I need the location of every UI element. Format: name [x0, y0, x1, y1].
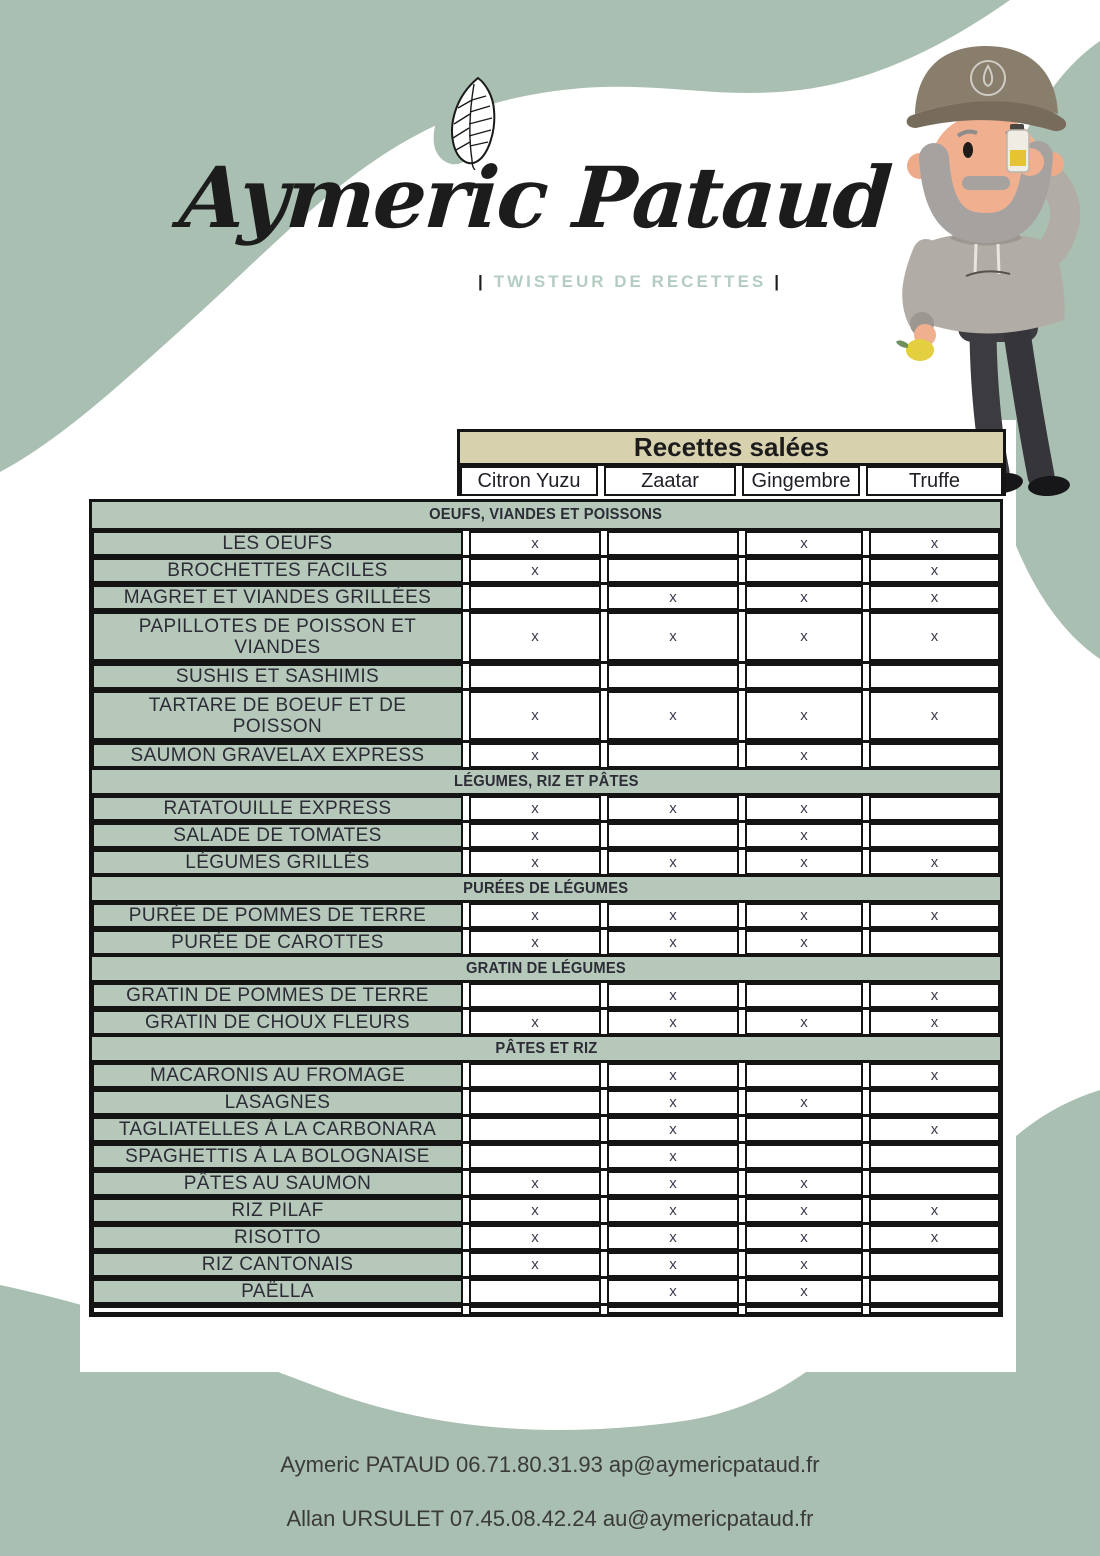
mark-cell: x: [469, 1225, 601, 1250]
mark-cell: [469, 664, 601, 689]
mark-cell: x: [745, 531, 863, 556]
empty-cell: [745, 1306, 863, 1314]
mark-cell: x: [745, 930, 863, 955]
mark-cell: x: [469, 1171, 601, 1196]
contact-line-2: Allan URSULET 07.45.08.42.24 au@aymericpataud.fr: [286, 1506, 814, 1531]
section-title: GRATIN DE LÉGUMES: [92, 957, 1000, 980]
recipe-row: [92, 927, 1000, 954]
recipe-row: [92, 820, 1000, 847]
mark-cell: [869, 1252, 1000, 1277]
mark-cell: [869, 1090, 1000, 1115]
recipe-row: [92, 1141, 1000, 1168]
recipe-label: LASAGNES: [92, 1090, 463, 1115]
mark-cell: x: [869, 1063, 1000, 1088]
brand-tagline-text: TWISTEUR DE RECETTES: [493, 272, 767, 291]
mark-cell: x: [607, 1144, 739, 1169]
recipe-row: [92, 688, 1000, 740]
tagline-separator-left: |: [477, 272, 486, 291]
recipe-row: [92, 980, 1000, 1007]
column-header-zaatar: Zaatar: [604, 466, 736, 496]
mark-cell: x: [607, 1225, 739, 1250]
mascot-illustration: [880, 36, 1100, 496]
recipe-row: [92, 1060, 1000, 1087]
recipe-label: LÉGUMES GRILLÉS: [92, 850, 463, 875]
mark-cell: x: [869, 558, 1000, 583]
mark-cell: [869, 1279, 1000, 1304]
mark-cell: x: [469, 823, 601, 848]
mark-cell: [745, 1117, 863, 1142]
mark-cell: x: [607, 1090, 739, 1115]
recipes-table-header: [457, 429, 1006, 496]
column-header-truffe: Truffe: [866, 466, 1003, 496]
recipe-row: [92, 793, 1000, 820]
mark-cell: [469, 1063, 601, 1088]
recipe-row: [92, 609, 1000, 661]
recipe-label: PAËLLA: [92, 1279, 463, 1304]
recipe-row: [92, 847, 1000, 874]
recipe-label: TAGLIATELLES À LA CARBONARA: [92, 1117, 463, 1142]
mark-cell: x: [869, 850, 1000, 875]
mark-cell: x: [745, 1252, 863, 1277]
mark-cell: x: [469, 531, 601, 556]
mark-cell: [869, 1171, 1000, 1196]
mark-cell: x: [607, 691, 739, 740]
brand-name: Aymeric Pataud: [176, 148, 894, 247]
section-row: [92, 767, 1000, 793]
recipe-label: SPAGHETTIS À LA BOLOGNAISE: [92, 1144, 463, 1169]
table-title: Recettes salées: [460, 432, 1003, 466]
mark-cell: x: [745, 691, 863, 740]
mark-cell: x: [745, 1171, 863, 1196]
mark-cell: [469, 1279, 601, 1304]
mark-cell: [607, 664, 739, 689]
mark-cell: x: [869, 585, 1000, 610]
recipe-row: [92, 1249, 1000, 1276]
mark-cell: x: [745, 1090, 863, 1115]
recipe-label: GRATIN DE CHOUX FLEURS: [92, 1010, 463, 1035]
mark-cell: x: [607, 1010, 739, 1035]
empty-cell: [869, 1306, 1000, 1314]
recipes-table: [89, 499, 1003, 1317]
recipe-row: [92, 1222, 1000, 1249]
mark-cell: x: [869, 1010, 1000, 1035]
recipe-label: TARTARE DE BOEUF ET DE POISSON: [92, 691, 463, 740]
mark-cell: x: [469, 850, 601, 875]
mark-cell: x: [745, 585, 863, 610]
contact-line-1: Aymeric PATAUD 06.71.80.31.93 ap@aymericpataud.fr: [280, 1452, 820, 1477]
recipe-label: LES OEUFS: [92, 531, 463, 556]
mark-cell: [469, 1090, 601, 1115]
mark-cell: x: [869, 531, 1000, 556]
mark-cell: x: [869, 1198, 1000, 1223]
mark-cell: x: [607, 930, 739, 955]
mark-cell: [607, 823, 739, 848]
empty-cell: [469, 1306, 601, 1314]
recipe-label: MAGRET ET VIANDES GRILLÉES: [92, 585, 463, 610]
recipe-label: BROCHETTES FACILES: [92, 558, 463, 583]
recipe-label: PURÉE DE POMMES DE TERRE: [92, 903, 463, 928]
mark-cell: [745, 983, 863, 1008]
mark-cell: x: [745, 903, 863, 928]
mark-cell: x: [745, 1225, 863, 1250]
recipe-row: [92, 1195, 1000, 1222]
column-header-citron-yuzu: Citron Yuzu: [460, 466, 598, 496]
mark-cell: x: [469, 558, 601, 583]
mark-cell: x: [745, 1198, 863, 1223]
mark-cell: x: [745, 612, 863, 661]
mark-cell: x: [469, 691, 601, 740]
mark-cell: x: [869, 612, 1000, 661]
mark-cell: x: [607, 983, 739, 1008]
column-header-gingembre: Gingembre: [742, 466, 860, 496]
mark-cell: x: [869, 903, 1000, 928]
mark-cell: [869, 823, 1000, 848]
section-row: [92, 1034, 1000, 1060]
mark-cell: x: [869, 1225, 1000, 1250]
mark-cell: [745, 1144, 863, 1169]
mark-cell: x: [469, 1010, 601, 1035]
recipe-row: [92, 900, 1000, 927]
mark-cell: x: [469, 903, 601, 928]
recipe-label: MACARONIS AU FROMAGE: [92, 1063, 463, 1088]
mark-cell: x: [607, 612, 739, 661]
mark-cell: [869, 796, 1000, 821]
recipe-label: GRATIN DE POMMES DE TERRE: [92, 983, 463, 1008]
recipe-label: RIZ PILAF: [92, 1198, 463, 1223]
mark-cell: x: [607, 850, 739, 875]
mark-cell: [469, 1117, 601, 1142]
recipe-label: RIZ CANTONAIS: [92, 1252, 463, 1277]
mark-cell: x: [469, 1252, 601, 1277]
recipe-row: [92, 1114, 1000, 1141]
mark-cell: x: [469, 1198, 601, 1223]
mark-cell: [607, 743, 739, 768]
mark-cell: x: [745, 1279, 863, 1304]
column-header-row: [460, 466, 1003, 496]
mark-cell: x: [745, 823, 863, 848]
section-title: LÉGUMES, RIZ ET PÂTES: [92, 770, 1000, 793]
mark-cell: x: [607, 1063, 739, 1088]
mark-cell: [869, 743, 1000, 768]
mark-cell: x: [469, 743, 601, 768]
mark-cell: x: [869, 983, 1000, 1008]
section-title: OEUFS, VIANDES ET POISSONS: [92, 502, 1000, 528]
mark-cell: [869, 930, 1000, 955]
recipe-row: [92, 1168, 1000, 1195]
recipe-row: [92, 555, 1000, 582]
recipe-label: SUSHIS ET SASHIMIS: [92, 664, 463, 689]
mark-cell: [869, 1144, 1000, 1169]
recipe-label: SALADE DE TOMATES: [92, 823, 463, 848]
mark-cell: [607, 531, 739, 556]
recipe-label: SAUMON GRAVELAX EXPRESS: [92, 743, 463, 768]
recipe-row: [92, 1276, 1000, 1303]
recipe-row: [92, 528, 1000, 555]
empty-cell: [92, 1306, 463, 1314]
mark-cell: x: [607, 585, 739, 610]
recipe-label: RISOTTO: [92, 1225, 463, 1250]
mark-cell: x: [869, 1117, 1000, 1142]
empty-row: [92, 1303, 1000, 1314]
mark-cell: [469, 1144, 601, 1169]
mark-cell: x: [745, 743, 863, 768]
mark-cell: [607, 558, 739, 583]
mark-cell: x: [745, 796, 863, 821]
mark-cell: [469, 585, 601, 610]
tagline-separator-right: |: [774, 272, 783, 291]
mark-cell: x: [607, 1171, 739, 1196]
mark-cell: x: [607, 1117, 739, 1142]
empty-cell: [607, 1306, 739, 1314]
recipe-label: PURÉE DE CAROTTES: [92, 930, 463, 955]
section-row: [92, 954, 1000, 980]
section-title: PÂTES ET RIZ: [92, 1037, 1000, 1060]
recipe-row: [92, 661, 1000, 688]
section-title: PURÉES DE LÉGUMES: [92, 877, 1000, 900]
recipe-label: PÂTES AU SAUMON: [92, 1171, 463, 1196]
recipe-row: [92, 1007, 1000, 1034]
mark-cell: x: [745, 850, 863, 875]
mark-cell: x: [607, 903, 739, 928]
mark-cell: x: [607, 796, 739, 821]
recipe-label: RATATOUILLE EXPRESS: [92, 796, 463, 821]
section-row: [92, 502, 1000, 528]
mark-cell: x: [469, 612, 601, 661]
mark-cell: x: [607, 1279, 739, 1304]
mark-cell: x: [469, 796, 601, 821]
mark-cell: x: [607, 1198, 739, 1223]
mark-cell: x: [607, 1252, 739, 1277]
mark-cell: x: [469, 930, 601, 955]
mark-cell: [745, 558, 863, 583]
mark-cell: [745, 1063, 863, 1088]
recipe-row: [92, 740, 1000, 767]
recipe-row: [92, 582, 1000, 609]
section-row: [92, 874, 1000, 900]
mark-cell: [745, 664, 863, 689]
recipe-row: [92, 1087, 1000, 1114]
mark-cell: [869, 664, 1000, 689]
recipe-label: PAPILLOTES DE POISSON ET VIANDES: [92, 612, 463, 661]
mark-cell: x: [745, 1010, 863, 1035]
mark-cell: x: [869, 691, 1000, 740]
mark-cell: [469, 983, 601, 1008]
